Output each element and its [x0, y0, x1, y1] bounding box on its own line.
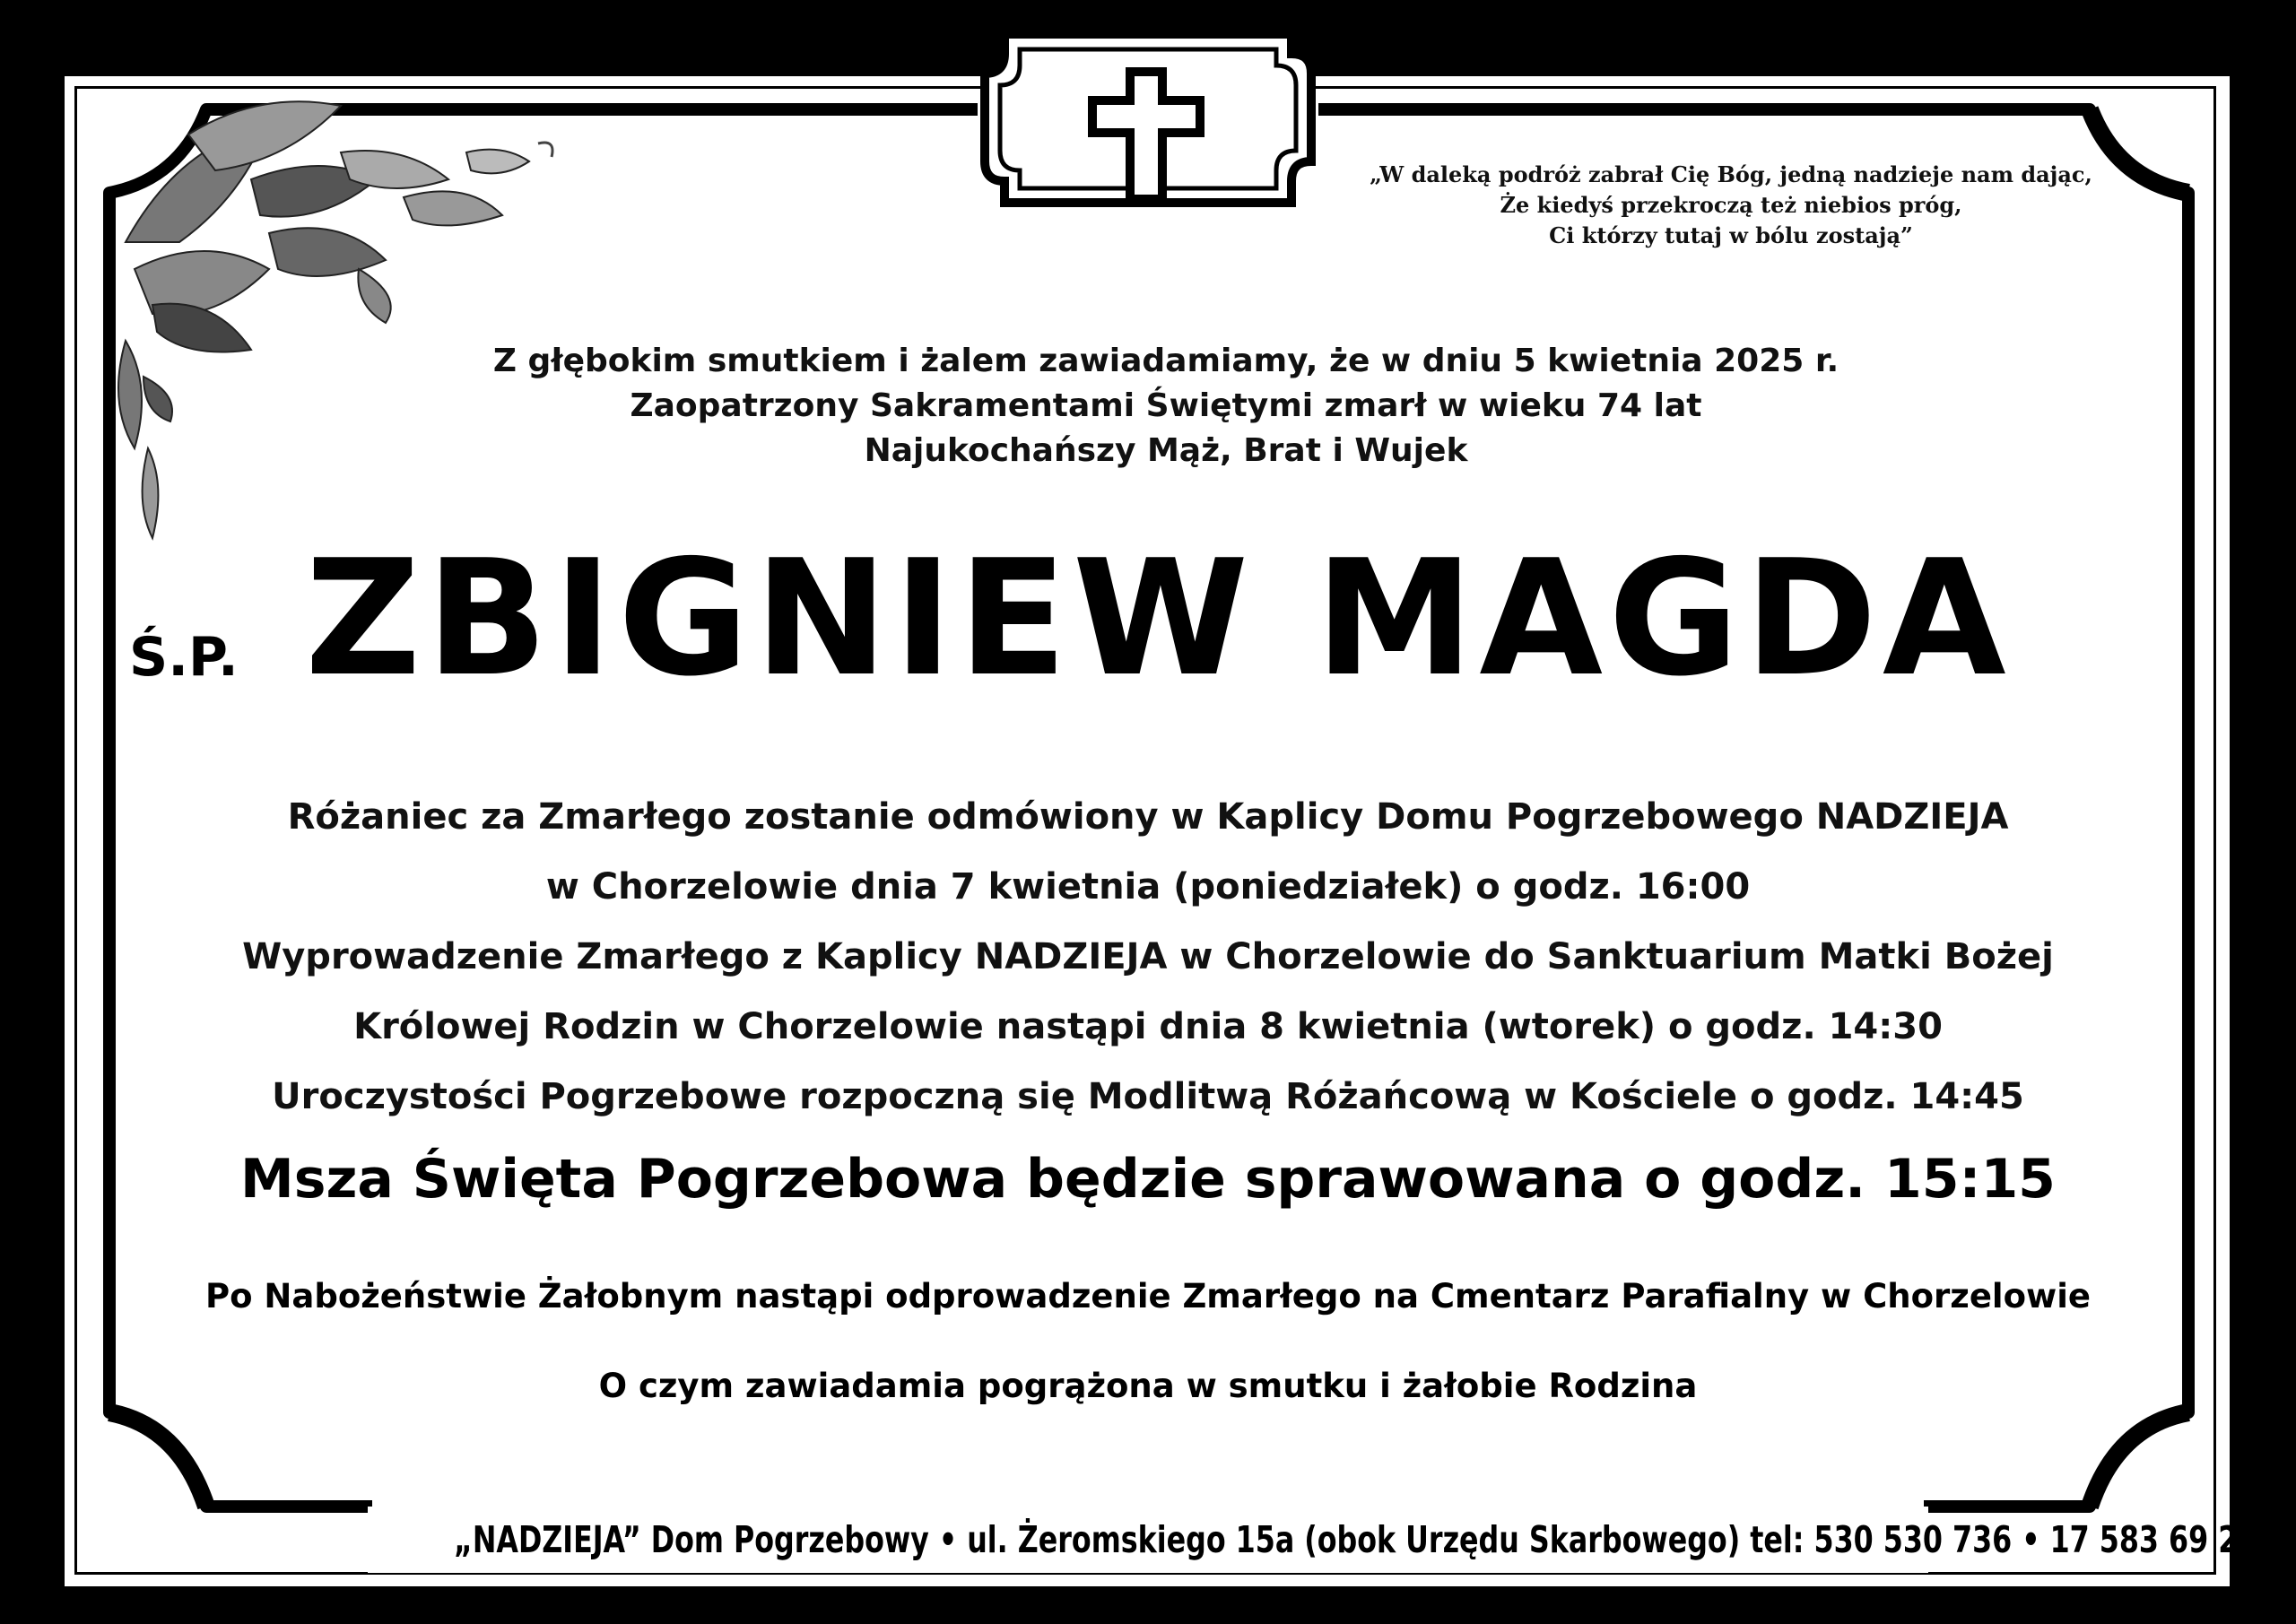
intro-line: Zaopatrzony Sakramentami Świętymi zmarł w wieku 74 lat [630, 387, 1702, 424]
ceremony-line: Królowej Rodzin w Chorzelowie nastąpi dnia 8 kwietnia (wtorek) o godz. 14:30 [353, 1006, 1943, 1047]
quote-line: Że kiedyś przekroczą też niebios próg, [1500, 192, 1962, 218]
deceased-name: ZBIGNIEW MAGDA [305, 525, 2012, 711]
ceremony-line: w Chorzelowie dnia 7 kwietnia (poniedziałek) o godz. 16:00 [545, 866, 1751, 908]
intro-line: Najukochańszy Mąż, Brat i Wujek [864, 432, 1468, 469]
deceased-prefix: Ś.P. [129, 626, 239, 689]
funeral-home-footer: „NADZIEJA” Dom Pogrzebowy • ul. Żeromskiego 15a (obok Urzędu Skarbowego) tel: 530 530 736 • 17 583 69 29 [454, 1518, 2258, 1561]
quote-line: Ci którzy tutaj w bólu zostają” [1549, 222, 1913, 248]
burial-line: Po Nabożeństwie Żałobnym nastąpi odprowadzenie Zmarłego na Cmentarz Parafialny w Chorzelowie [205, 1277, 2091, 1316]
family-line: O czym zawiadamia pogrążona w smutku i żałobie Rodzina [598, 1367, 1698, 1405]
ceremony-line: Uroczystości Pogrzebowe rozpoczną się Modlitwą Różańcową w Kościele o godz. 14:45 [272, 1076, 2024, 1117]
epitaph-quote [1336, 160, 2126, 251]
corner-ornament-br [2090, 1412, 2188, 1507]
intro-line: Z głębokim smutkiem i żalem zawiadamiamy, że w dniu 5 kwietnia 2025 r. [492, 343, 1839, 379]
announcement-intro [323, 339, 2009, 473]
funeral-mass-line: Msza Święta Pogrzebowa będzie sprawowana o godz. 15:15 [240, 1148, 2056, 1211]
deceased-name-row [126, 525, 2170, 711]
ceremony-line: Wyprowadzenie Zmarłego z Kaplicy NADZIEJA w Chorzelowie do Sanktuarium Matki Bożej [242, 936, 2054, 977]
ceremony-details [117, 782, 2179, 1132]
corner-ornament-bl [109, 1412, 206, 1507]
ceremony-line: Różaniec za Zmarłego zostanie odmówiony w Kaplicy Domu Pogrzebowego NADZIEJA [287, 796, 2009, 838]
quote-line: „W daleką podróż zabrał Cię Bóg, jedną nadzieje nam dając, [1370, 161, 2092, 187]
